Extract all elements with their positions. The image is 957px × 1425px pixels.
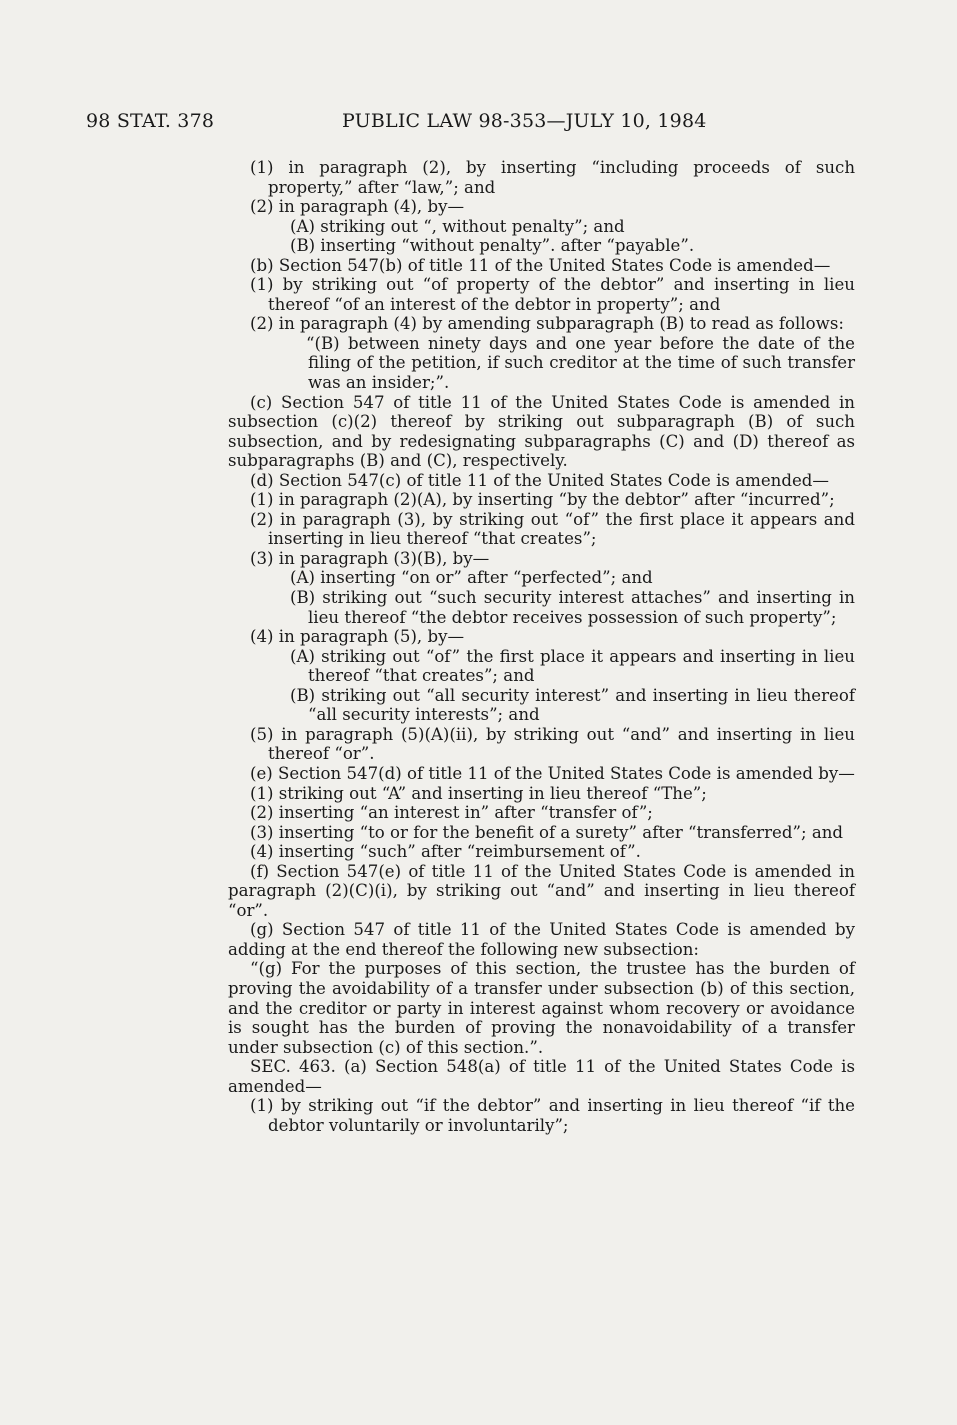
text-paragraph: (1) by striking out “if the debtor” and inserting in lieu thereof “if the debtor voluntarily or involuntarily”;	[250, 1096, 855, 1135]
text-paragraph: “(B) between ninety days and one year before the date of the filing of the petition, if such creditor at the time of such transfer was an insider;”.	[306, 333, 855, 393]
text-paragraph: (b) Section 547(b) of title 11 of the United States Code is amended—	[250, 255, 831, 275]
text-paragraph: (f) Section 547(e) of title 11 of the United States Code is amended in paragraph (2)(C)(i), by striking out “and” and inserting in lieu thereof “or”.	[228, 861, 855, 920]
text-paragraph: (1) in paragraph (2)(A), by inserting “by the debtor” after “incurred”;	[250, 490, 835, 510]
text-paragraph: (1) striking out “A” and inserting in lieu thereof “The”;	[250, 783, 707, 803]
text-paragraph: (A) inserting “on or” after “perfected”; and	[290, 568, 653, 588]
text-paragraph: “(g) For the purposes of this section, the trustee has the burden of proving the avoidability of a transfer under subsection (b) of this section, and the creditor or party in interest against whom recovery or avoidance is sought has the burden of proving the nonavoidability of a transfer under subsection (c) of this section.”.	[228, 959, 855, 1057]
statute-text	[228, 158, 855, 1135]
text-paragraph: (2) in paragraph (4), by—	[250, 197, 465, 217]
text-paragraph: (B) inserting “without penalty”. after “payable”.	[290, 236, 695, 256]
text-paragraph: (2) inserting “an interest in” after “transfer of”;	[250, 803, 653, 823]
text-paragraph: (4) inserting “such” after “reimbursement of”.	[250, 842, 641, 862]
text-paragraph: (1) by striking out “of property of the debtor” and inserting in lieu thereof “of an interest of the debtor in property”; and	[250, 275, 855, 314]
text-paragraph: (A) striking out “, without penalty”; and	[290, 216, 625, 236]
text-paragraph: (g) Section 547 of title 11 of the United States Code is amended by adding at the end thereof the following new subsection:	[228, 920, 855, 959]
text-paragraph: (5) in paragraph (5)(A)(ii), by striking out “and” and inserting in lieu thereof “or”.	[250, 724, 855, 764]
text-paragraph: (2) in paragraph (4) by amending subparagraph (B) to read as follows:	[250, 314, 844, 334]
text-paragraph: (3) inserting “to or for the benefit of a surety” after “transferred”; and	[250, 822, 844, 842]
text-paragraph: (d) Section 547(c) of title 11 of the United States Code is amended—	[250, 470, 830, 490]
public-law-title: PUBLIC LAW 98-353—JULY 10, 1984	[342, 110, 707, 132]
text-paragraph: SEC. 463. (a) Section 548(a) of title 11 of the United States Code is amended—	[228, 1057, 855, 1096]
text-paragraph: (4) in paragraph (5), by—	[250, 627, 465, 647]
text-paragraph: (B) striking out “such security interest attaches” and inserting in lieu thereof “the debtor receives possession of such property”;	[290, 588, 855, 627]
text-paragraph: (1) in paragraph (2), by inserting “including proceeds of such property,” after “law,”; and	[250, 158, 855, 197]
text-paragraph: (A) striking out “of” the first place it appears and inserting in lieu thereof “that creates”; and	[290, 646, 855, 686]
text-paragraph: (e) Section 547(d) of title 11 of the United States Code is amended by—	[250, 763, 855, 783]
text-paragraph: (3) in paragraph (3)(B), by—	[250, 548, 490, 568]
text-paragraph: (c) Section 547 of title 11 of the United States Code is amended in subsection (c)(2) thereof by striking out subparagraph (B) of such subsection, and by redesignating subparagraphs (C) and (D) thereof as subparagraphs (B) and (C), respectively.	[228, 392, 855, 471]
text-paragraph: (2) in paragraph (3), by striking out “of” the first place it appears and inserting in lieu thereof “that creates”;	[250, 509, 855, 549]
statute-citation: 98 STAT. 378	[86, 110, 215, 132]
text-paragraph: (B) striking out “all security interest” and inserting in lieu thereof “all security interests”; and	[290, 685, 855, 725]
